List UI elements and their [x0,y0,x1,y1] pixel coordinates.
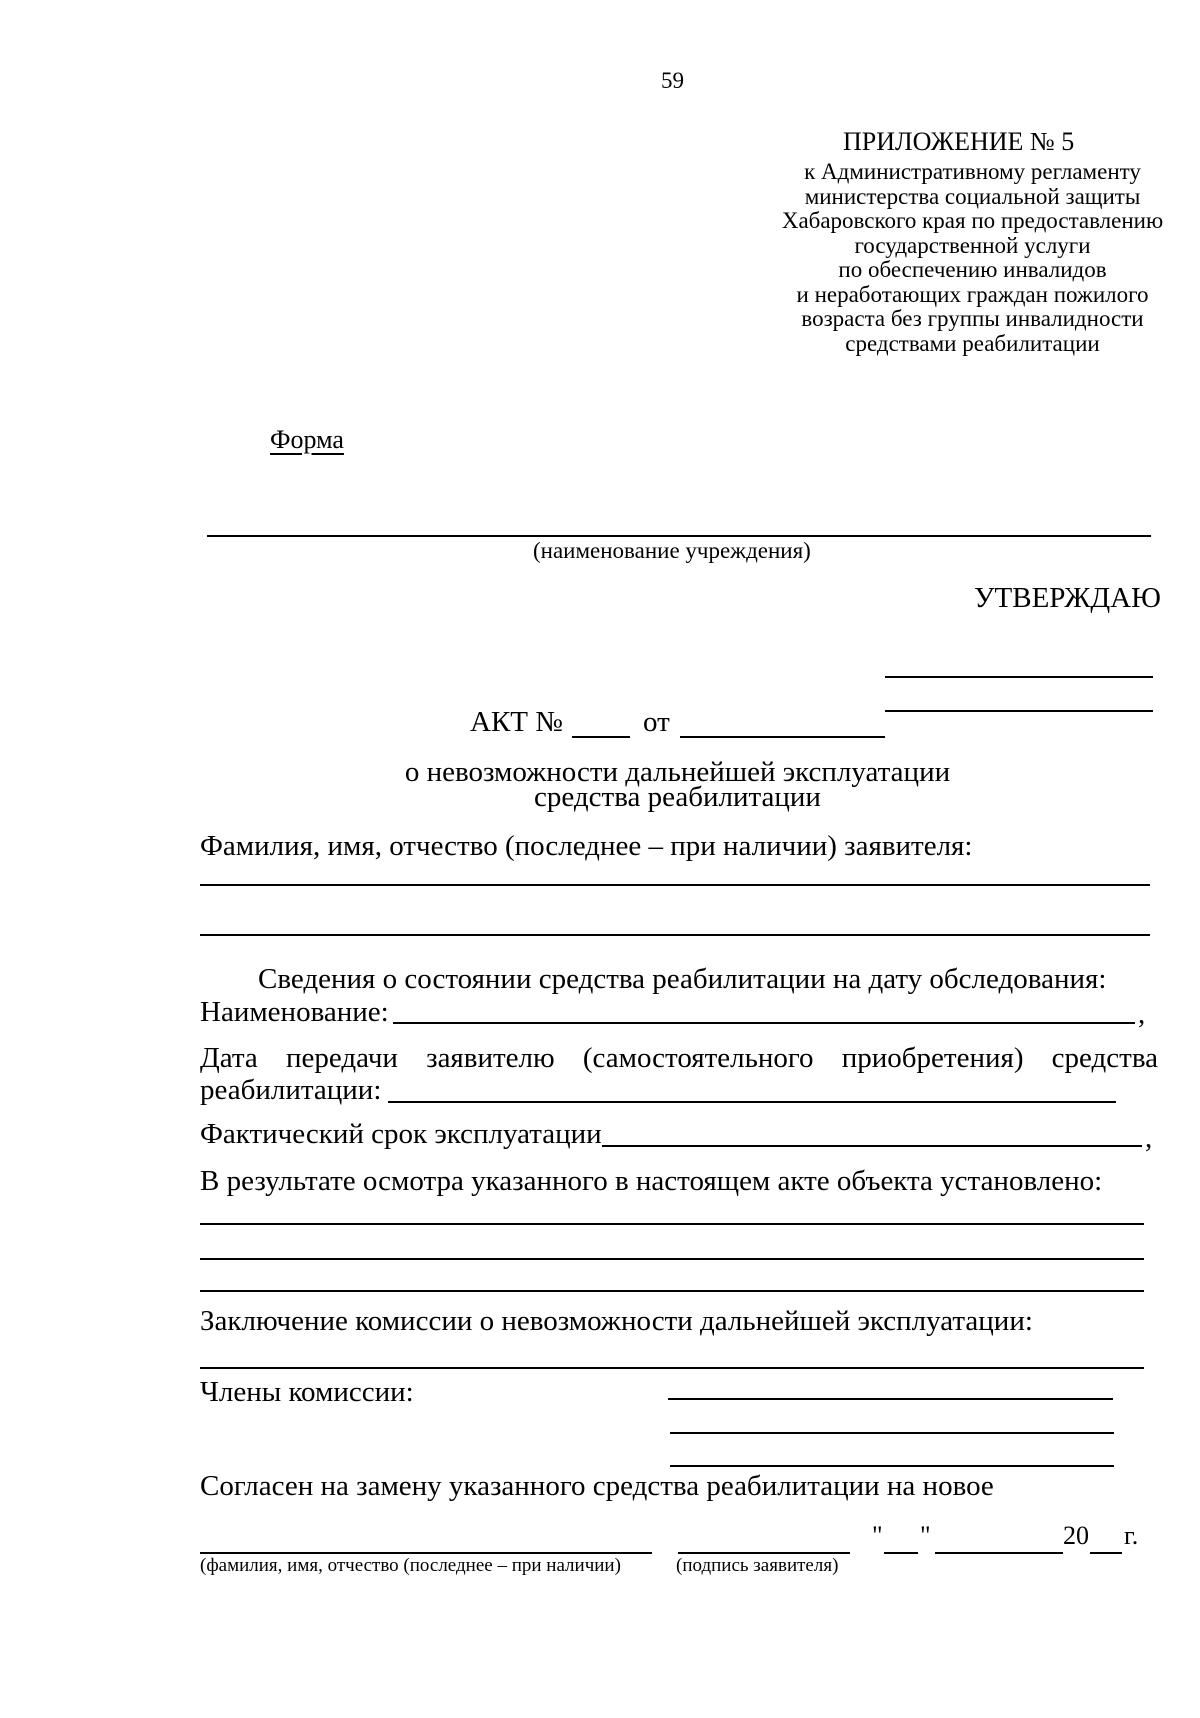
condition-info-label: Сведения о состоянии средства реабилитации на дату обследования: [258,963,1107,995]
appendix-title: ПРИЛОЖЕНИЕ № 5 [843,127,1075,156]
appendix-line: министерства социальной защиты [804,183,1141,209]
appendix-line: по обеспечению инвалидов [838,257,1107,282]
quote-close: " [920,1521,931,1550]
appendix-description [745,160,1200,356]
approver-signature-line[interactable] [885,710,1153,712]
word: заявителю [426,1042,555,1074]
appendix-line: государственной услуги [854,232,1091,258]
institution-name-line[interactable] [207,535,1151,537]
word: приобретения) [841,1042,1024,1074]
commission-member-line[interactable] [670,1432,1114,1434]
approver-position-line[interactable] [885,676,1153,678]
act-date-label: от [643,706,670,738]
appendix-line: возраста без группы инвалидности [801,306,1144,331]
applicant-name-line[interactable] [200,934,1150,936]
applicant-name-line[interactable] [200,884,1150,886]
applicant-signature-line[interactable] [678,1552,850,1554]
year-prefix: 20 [1063,1521,1089,1550]
device-name-line[interactable] [393,1022,1135,1024]
commission-member-line[interactable] [670,1465,1114,1467]
comma: , [1145,1122,1153,1154]
act-subtitle: средства реабилитации [534,781,821,813]
word: Дата [200,1042,258,1074]
transfer-date-label-cont: реабилитации: [200,1074,382,1106]
quote-open: " [872,1521,883,1550]
act-number-line[interactable] [572,736,630,738]
word: (самостоятельного [582,1042,814,1074]
applicant-fio-line[interactable] [200,1552,652,1554]
agreement-label: Согласен на замену указанного средства реабилитации на новое [200,1470,994,1502]
actual-term-label: Фактический срок эксплуатации [200,1118,602,1150]
approve-label: УТВЕРЖДАЮ [974,582,1161,614]
transfer-date-label [200,1042,1158,1075]
inspection-result-label: В результате осмотра указанного в настоящем акте объекта установлено: [200,1165,1103,1197]
appendix-line: Хабаровского края по предоставлению [781,208,1164,233]
act-number-label: АКТ № [470,706,563,738]
word: передачи [285,1042,398,1074]
device-name-label: Наименование: [200,996,389,1028]
act-subtitle: о невозможности дальнейшей эксплуатации [404,756,951,788]
commission-conclusion-label: Заключение комиссии о невозможности дальнейшей эксплуатации: [200,1305,1033,1337]
year-line[interactable] [1090,1552,1122,1554]
comma: , [1138,998,1146,1030]
applicant-fio-caption: (фамилия, имя, отчество (последнее – при наличии) [200,1555,621,1576]
commission-conclusion-line[interactable] [200,1367,1144,1369]
transfer-date-line[interactable] [388,1101,1116,1103]
form-label: Форма [270,425,344,454]
appendix-line: средствами реабилитации [845,330,1100,356]
applicant-signature-caption: (подпись заявителя) [676,1555,839,1576]
commission-members-label: Члены комиссии: [200,1376,414,1408]
word: средства [1051,1042,1158,1074]
act-date-line[interactable] [680,736,885,738]
inspection-result-line[interactable] [200,1290,1144,1292]
actual-term-line[interactable] [602,1145,1142,1147]
appendix-line: и неработающих граждан пожилого [796,281,1149,307]
inspection-result-line[interactable] [200,1223,1144,1225]
institution-caption: (наименование учреждения) [533,538,811,563]
commission-member-line[interactable] [668,1398,1113,1400]
page-number: 59 [661,68,684,93]
year-suffix: г. [1124,1521,1139,1550]
appendix-line: к Административному регламенту [804,159,1141,184]
applicant-name-label: Фамилия, имя, отчество (последнее – при наличии) заявителя: [200,830,973,862]
inspection-result-line[interactable] [200,1258,1144,1260]
day-line[interactable] [884,1552,918,1554]
month-line[interactable] [935,1552,1063,1554]
